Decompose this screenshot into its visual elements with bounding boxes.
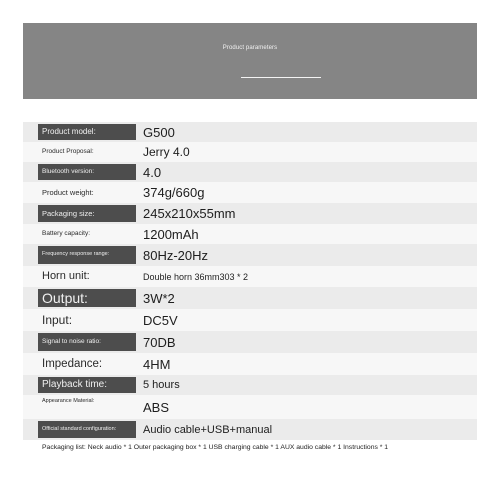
table-row — [23, 287, 477, 309]
table-row — [23, 353, 477, 375]
row-value: 4.0 — [143, 164, 162, 180]
table-row — [23, 203, 477, 224]
row-label: Signal to noise ratio: — [38, 333, 136, 351]
row-label: Packaging size: — [38, 205, 136, 222]
table-row — [23, 162, 477, 182]
row-value: G500 — [143, 124, 175, 140]
row-value: 4HM — [143, 356, 171, 372]
row-label: Horn unit: — [42, 269, 90, 282]
packaging-list: Packaging list: Neck audio * 1 Outer packaging box * 1 USB charging cable * 1 AUX audio cable * 1 Instructions * 1 — [42, 444, 389, 451]
row-label: Playback time: — [38, 377, 136, 393]
row-label: Input: — [42, 312, 73, 327]
row-value: Audio cable+USB+manual — [143, 423, 273, 436]
row-label: Product weight: — [42, 187, 94, 197]
table-row — [23, 142, 477, 162]
table-row — [23, 224, 477, 244]
page-title: Product parameters — [222, 45, 278, 51]
table-row — [23, 182, 477, 203]
row-label: Product model: — [38, 124, 136, 140]
title-underline — [241, 77, 321, 78]
row-label: Output: — [38, 289, 136, 307]
row-label: Bluetooth version: — [38, 164, 136, 180]
table-row — [23, 266, 477, 287]
row-value: 70DB — [143, 334, 176, 350]
header-banner — [23, 23, 477, 99]
row-value: 374g/660g — [143, 185, 205, 200]
row-value: 245x210x55mm — [143, 206, 236, 221]
table-row — [23, 419, 477, 440]
table-row — [23, 375, 477, 395]
row-label: Frequency response range: — [38, 246, 136, 264]
row-value: DC5V — [143, 312, 178, 328]
table-row — [23, 122, 477, 142]
row-value: 1200mAh — [143, 226, 199, 242]
table-row — [23, 395, 477, 419]
row-label: Battery capacity: — [42, 229, 91, 237]
row-label: Product Proposal: — [42, 147, 94, 155]
row-label: Appearance Material: — [42, 398, 95, 404]
row-value: 5 hours — [143, 379, 180, 391]
table-row — [23, 309, 477, 331]
row-value: Double horn 36mm303 * 2 — [143, 271, 249, 282]
row-value: ABS — [143, 399, 170, 415]
table-row — [23, 244, 477, 266]
row-value: Jerry 4.0 — [143, 145, 190, 159]
row-value: 3W*2 — [143, 290, 175, 306]
row-value: 80Hz-20Hz — [143, 247, 209, 263]
row-label: Official standard configuration: — [38, 421, 136, 438]
row-label: Impedance: — [42, 357, 103, 370]
table-row — [23, 331, 477, 353]
